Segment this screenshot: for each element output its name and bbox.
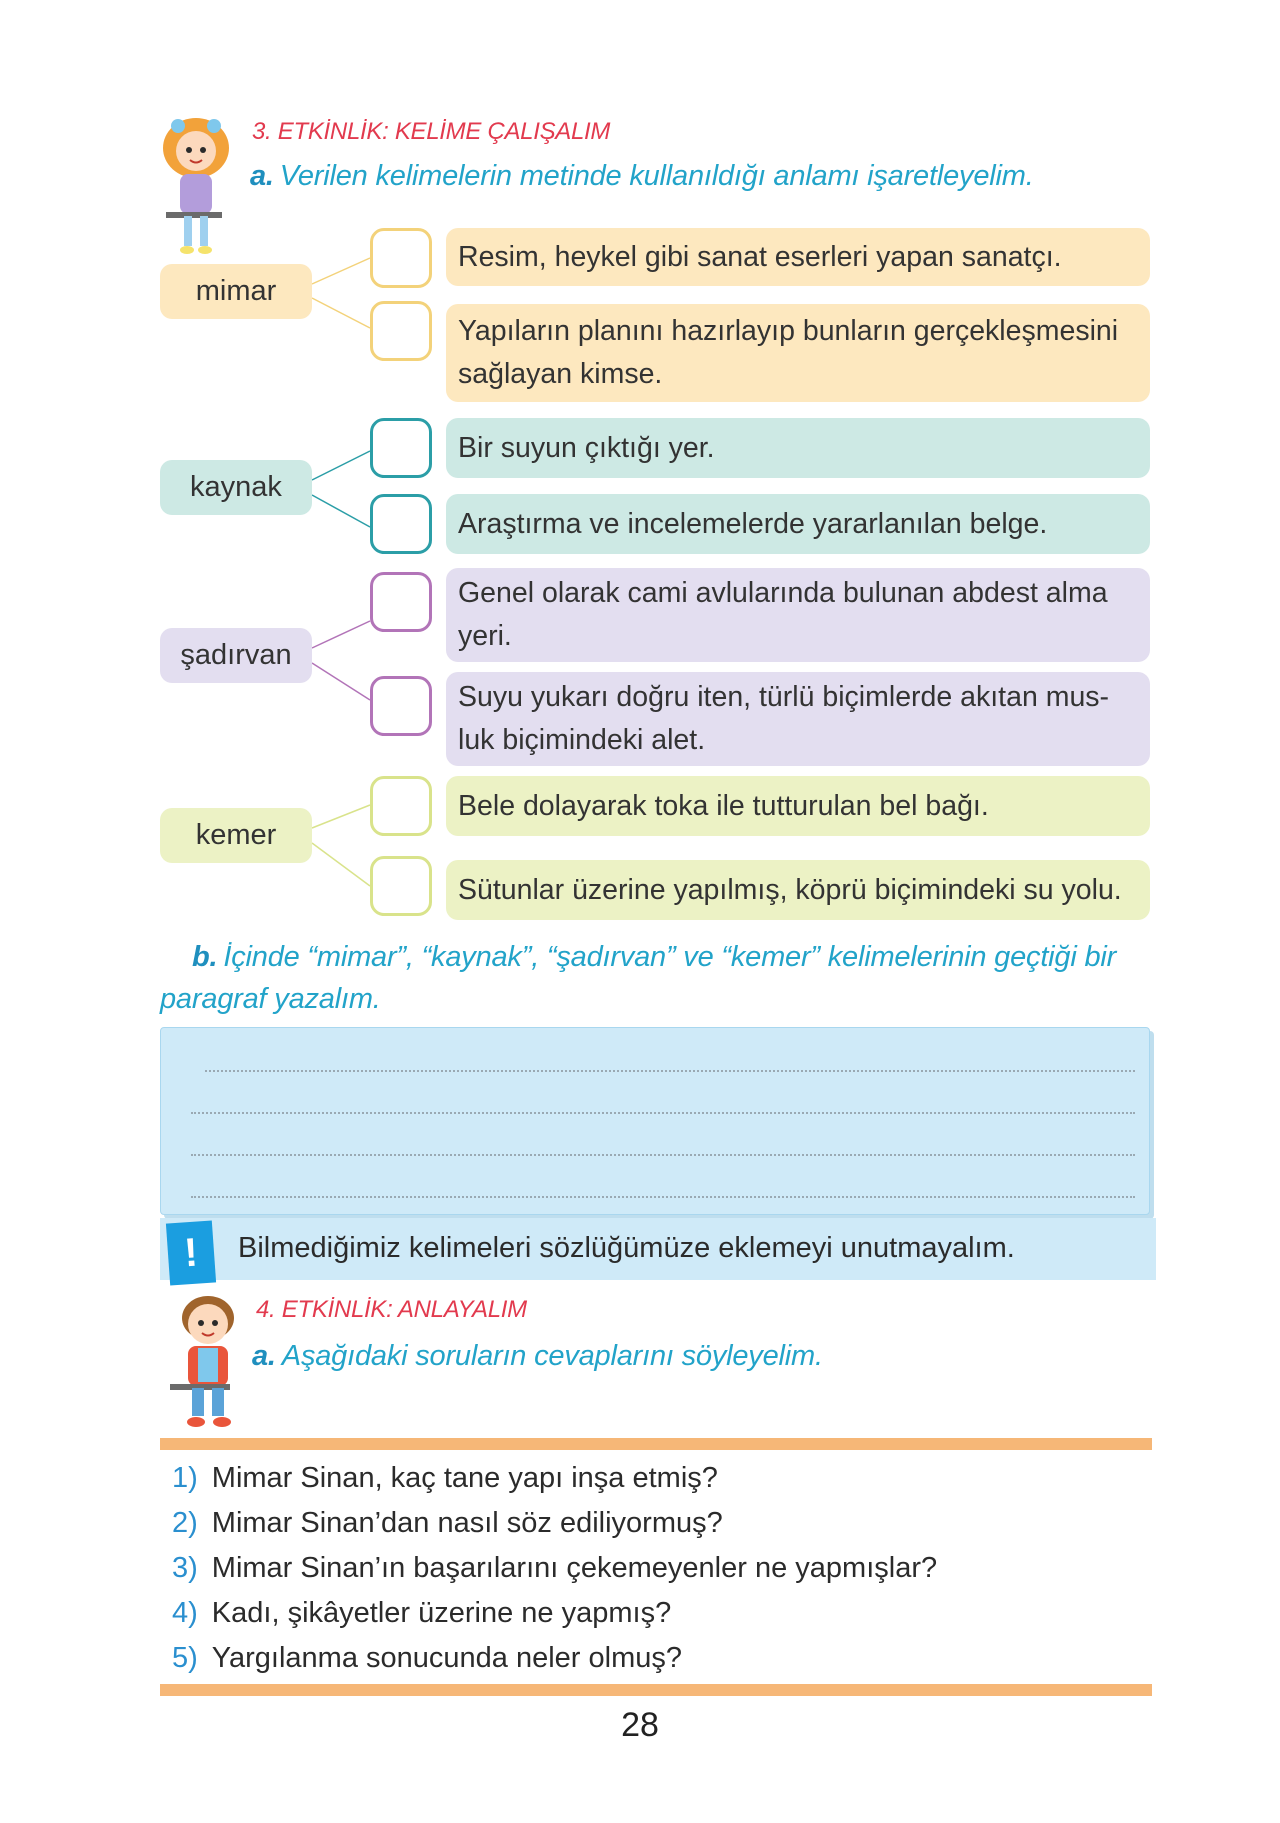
definition-mimar-1: Resim, heykel gibi sanat eserleri yapan sanatçı. <box>446 228 1150 286</box>
checkbox-sadirvan-2[interactable] <box>370 676 432 736</box>
checkbox-kemer-2[interactable] <box>370 856 432 916</box>
note-text: Bilmediğimiz kelimeleri sözlüğümüze eklemeyi unutmayalım. <box>238 1232 1015 1264</box>
paragraph-writing-area[interactable] <box>160 1027 1150 1215</box>
question-text: Yargılanma sonucunda neler olmuş? <box>211 1642 682 1674</box>
activity4-instruction <box>252 1340 823 1373</box>
writing-line <box>191 1112 1135 1114</box>
word-sadirvan: şadırvan <box>160 628 312 683</box>
question-text: Mimar Sinan’dan nasıl söz ediliyormuş? <box>211 1507 723 1539</box>
checkbox-mimar-2[interactable] <box>370 301 432 361</box>
activity3-instruction <box>250 160 1034 193</box>
part-b-text: İçinde “mimar”, “kaynak”, “şadırvan” ve “kemer” kelimelerinin geçtiği bir paragraf yazalım. <box>160 941 1117 1015</box>
question-item <box>172 1507 723 1540</box>
checkbox-kaynak-1[interactable] <box>370 418 432 478</box>
question-number: 5) <box>172 1642 198 1674</box>
question-text: Mimar Sinan’ın başarılarını çekemeyenler ne yapmışlar? <box>211 1552 938 1584</box>
word-kemer: kemer <box>160 808 312 863</box>
definition-kaynak-2: Araştırma ve incelemelerde yararlanılan belge. <box>446 494 1150 554</box>
activity4-title: 4. ETKİNLİK: ANLAYALIM <box>256 1296 527 1323</box>
definition-mimar-2: Yapıların planını hazırlayıp bunların gerçekleşmesini sağlayan kimse. <box>446 304 1150 402</box>
part-b-letter: b. <box>192 941 218 973</box>
checkbox-kemer-1[interactable] <box>370 776 432 836</box>
writing-line <box>191 1154 1135 1156</box>
question-number: 4) <box>172 1597 198 1629</box>
definition-kemer-1: Bele dolayarak toka ile tutturulan bel bağı. <box>446 776 1150 836</box>
question-number: 3) <box>172 1552 198 1584</box>
instruction-text: Aşağıdaki soruların cevaplarını söyleyelim. <box>281 1340 823 1372</box>
checkbox-mimar-1[interactable] <box>370 228 432 288</box>
question-item <box>172 1597 671 1630</box>
definition-sadirvan-2: Suyu yukarı doğru iten, türlü biçimlerde akıtan mus-luk biçimindeki alet. <box>446 672 1150 766</box>
question-number: 1) <box>172 1462 198 1494</box>
checkbox-kaynak-2[interactable] <box>370 494 432 554</box>
questions-top-bar <box>160 1438 1152 1450</box>
question-number: 2) <box>172 1507 198 1539</box>
question-text: Kadı, şikâyetler üzerine ne yapmış? <box>211 1597 672 1629</box>
question-item <box>172 1462 718 1495</box>
part-b-instruction <box>160 936 1152 1020</box>
instruction-text: Verilen kelimelerin metinde kullanıldığı anlamı işaretleyelim. <box>279 160 1034 192</box>
exclamation-icon: ! <box>166 1220 216 1285</box>
definition-sadirvan-1: Genel olarak cami avlularında bulunan abdest alma yeri. <box>446 568 1150 662</box>
word-mimar: mimar <box>160 264 312 319</box>
writing-line <box>191 1196 1135 1198</box>
definition-kemer-2: Sütunlar üzerine yapılmış, köprü biçimindeki su yolu. <box>446 860 1150 920</box>
question-text: Mimar Sinan, kaç tane yapı inşa etmiş? <box>211 1462 718 1494</box>
writing-line <box>205 1070 1135 1072</box>
instruction-letter: a. <box>250 160 274 192</box>
word-kaynak: kaynak <box>160 460 312 515</box>
checkbox-sadirvan-1[interactable] <box>370 572 432 632</box>
boy-illustration <box>166 1288 252 1434</box>
question-item <box>172 1642 682 1675</box>
page-number: 28 <box>621 1706 659 1744</box>
instruction-letter: a. <box>252 1340 276 1372</box>
definition-kaynak-1: Bir suyun çıktığı yer. <box>446 418 1150 478</box>
questions-bottom-bar <box>160 1684 1152 1696</box>
girl-illustration <box>156 108 246 258</box>
question-item <box>172 1552 937 1585</box>
activity3-title: 3. ETKİNLİK: KELİME ÇALIŞALIM <box>252 118 611 145</box>
